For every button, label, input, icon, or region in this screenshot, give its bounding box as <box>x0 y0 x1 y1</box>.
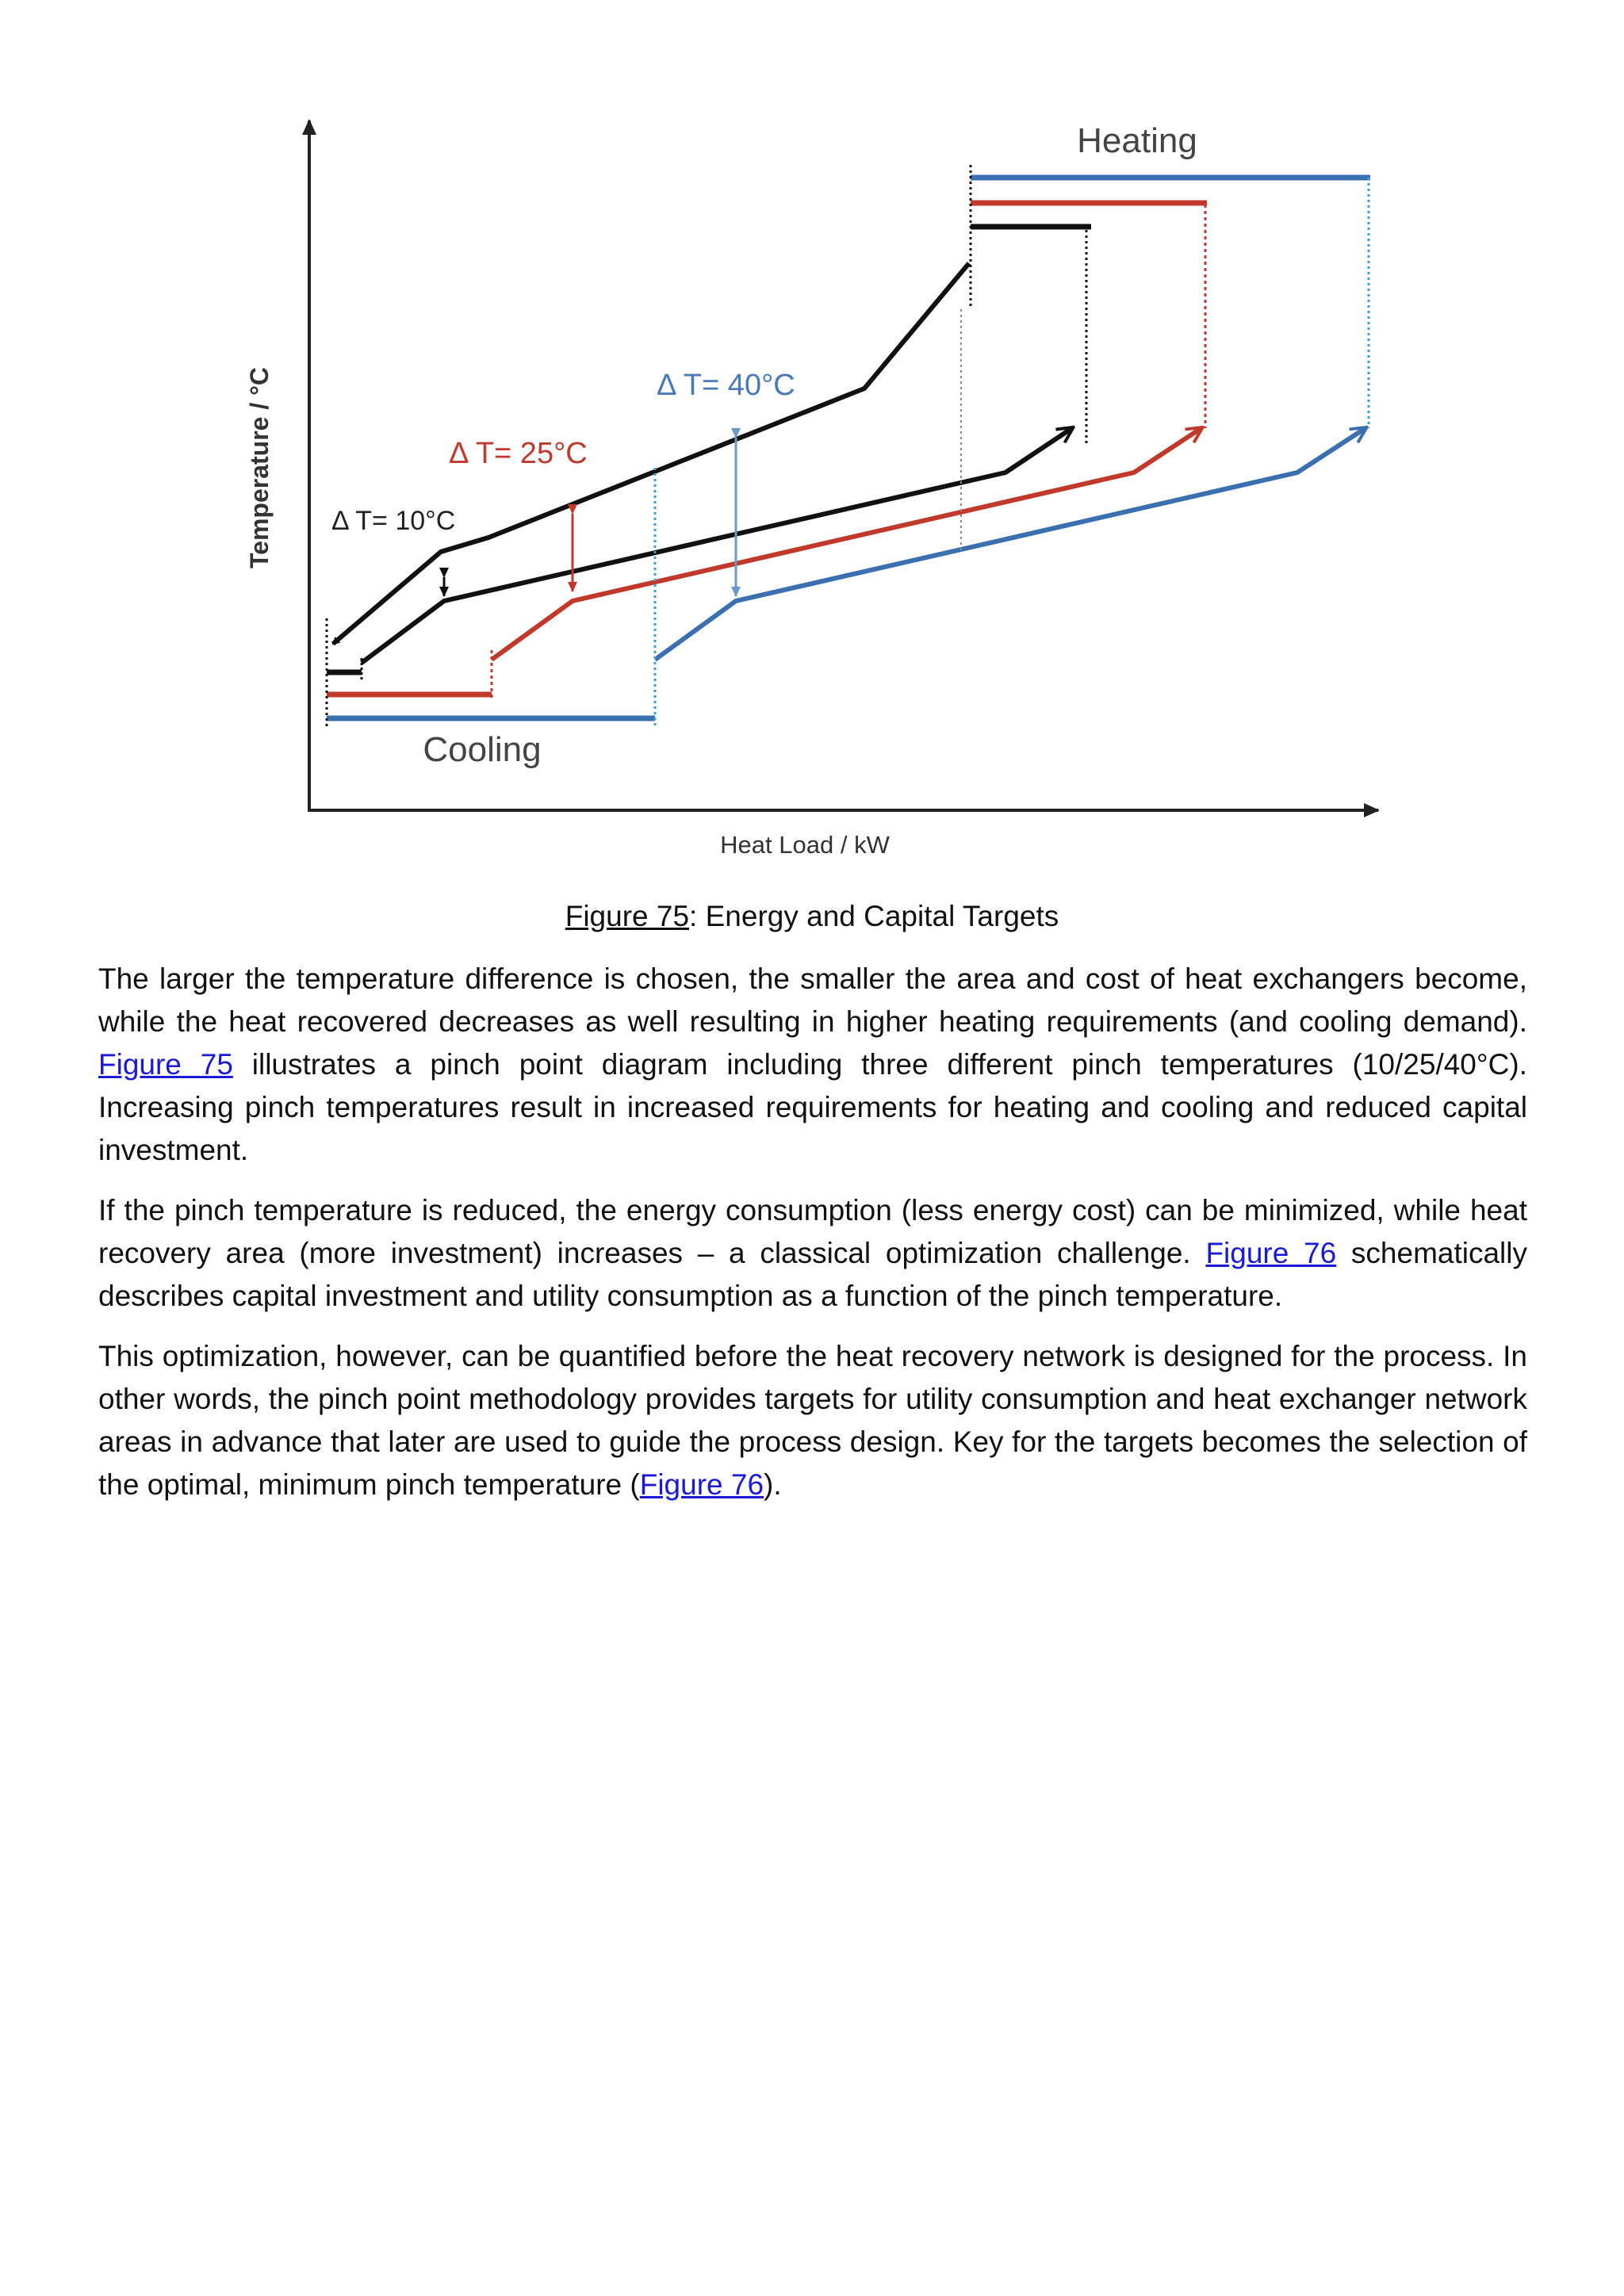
paragraph-3-text-a: This optimization, however, can be quantified before the heat recovery network is designed for the process. In other words, the pinch point methodology provides targets for utility consumption and heat exchanger network areas in advance that later are used to guide the process design. Key for the targets becomes the selection of the optimal, minimum pinch temperature ( <box>98 1340 1527 1501</box>
paragraph-3-text-b: ). <box>764 1468 782 1501</box>
hot-composite-curve <box>333 263 969 644</box>
paragraph-2-text-a: If the pinch temperature is reduced, the energy consumption (less energy cost) can be minimized, while heat recovery area (more investment) increases – a classical optimization challenge. <box>98 1194 1527 1269</box>
cold-curve-dt40 <box>655 428 1365 660</box>
figure-caption <box>0 897 1624 936</box>
paragraph-1-text-b: illustrates a pinch point diagram including three different pinch temperatures (10/25/40°C). Increasing pinch temperatures result in increased requirements for heating and cooling and reduced capital investment. <box>98 1048 1527 1166</box>
figure-76-link[interactable]: Figure 76 <box>1205 1237 1337 1269</box>
paragraph-1 <box>98 958 1527 1172</box>
caption-text: : Energy and Capital Targets <box>689 900 1059 932</box>
paragraph-3 <box>98 1335 1527 1506</box>
y-axis-label: Temperature / °C <box>245 366 274 569</box>
dt10-label: Δ T= 10°C <box>331 506 456 536</box>
paragraph-2-text-b: schematically describes capital investment and utility consumption as a function of the pinch temperature. <box>98 1237 1527 1312</box>
paragraph-2 <box>98 1189 1527 1318</box>
dt40-label: Δ T= 40°C <box>657 369 795 402</box>
cold-curve-dt25 <box>492 428 1201 660</box>
x-axis-label: Heat Load / kW <box>720 831 890 859</box>
figure-76-link-2[interactable]: Figure 76 <box>639 1468 764 1501</box>
caption-figure-ref: Figure 75 <box>565 900 690 932</box>
heating-label: Heating <box>1077 121 1197 160</box>
pinch-diagram-figure <box>0 0 1624 880</box>
cooling-label: Cooling <box>423 730 542 769</box>
figure-75-link[interactable]: Figure 75 <box>98 1048 233 1081</box>
paragraph-1-text-a: The larger the temperature difference is chosen, the smaller the area and cost of heat exchangers become, while the heat recovered decreases as well resulting in higher heating requirements (and cooling demand). <box>98 962 1527 1038</box>
dt25-label: Δ T= 25°C <box>449 437 588 470</box>
